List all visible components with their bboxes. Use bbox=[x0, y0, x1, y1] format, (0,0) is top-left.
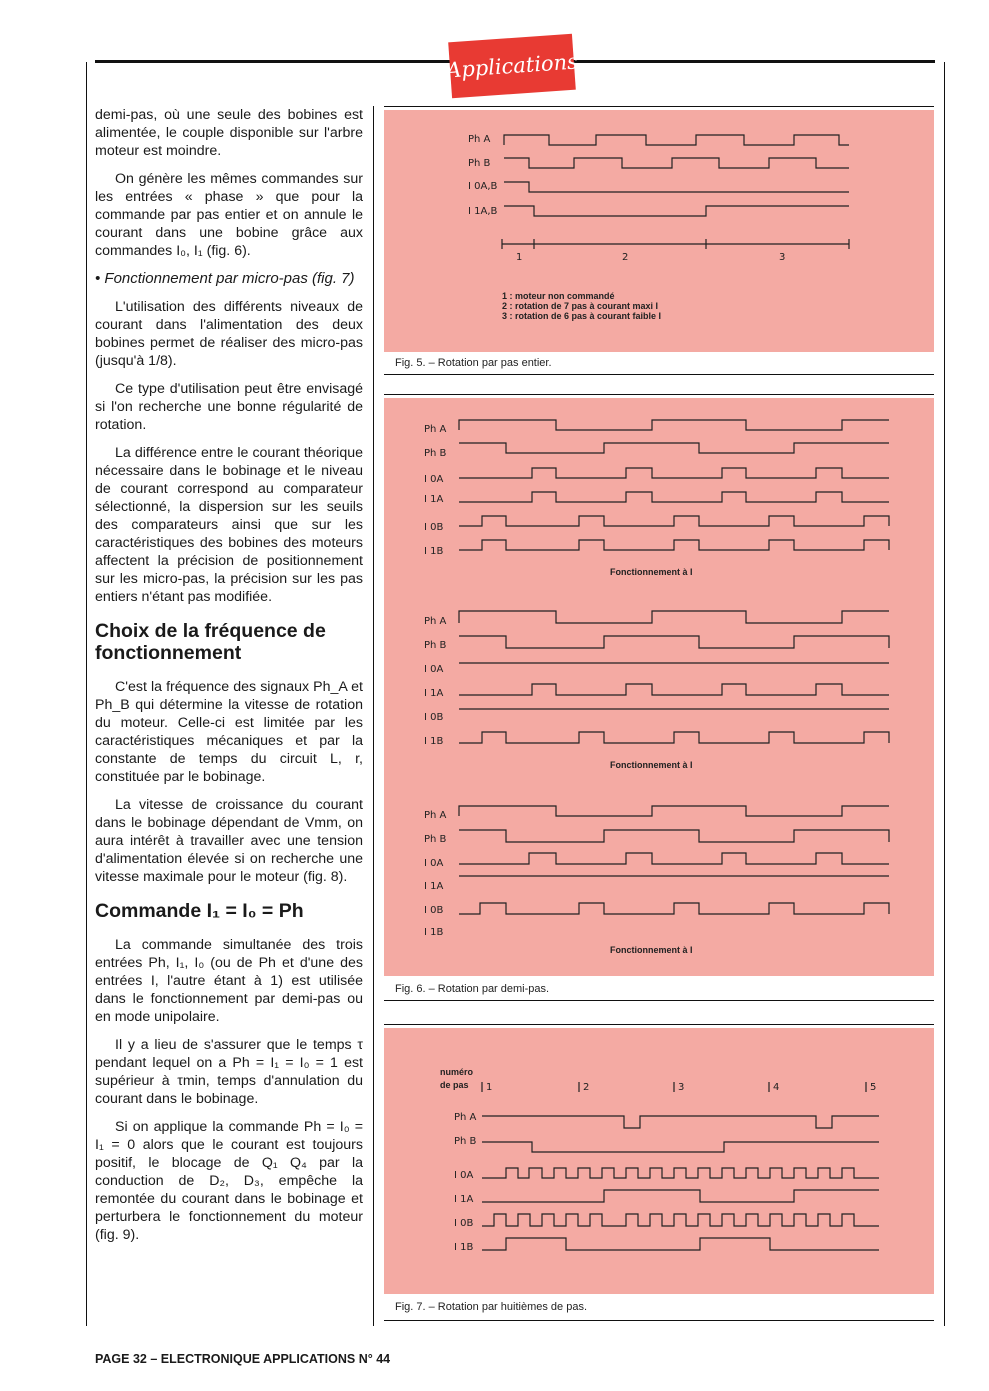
fig6-panel bbox=[384, 398, 934, 976]
fig5-segment: 1 bbox=[516, 252, 523, 263]
fig5-caption: Fig. 5. – Rotation par pas entier. bbox=[395, 357, 552, 369]
fig5-label: I 0A,B bbox=[468, 181, 498, 192]
fig6-top-rule bbox=[384, 394, 934, 395]
fig6-subtitle: Fonctionnement à I bbox=[610, 567, 693, 577]
fig7-label: Ph A bbox=[454, 1112, 477, 1123]
paragraph: La vitesse de croissance du courant dans le bobinage dépendant de Vmm, on aura intérêt à travailler avec une tension d'alimentation élevée si on recherche une vitesse maximale pour le moteur (fig. 8). bbox=[95, 797, 363, 885]
fig7-label: I 0A bbox=[454, 1170, 474, 1181]
fig6-label: Ph A bbox=[424, 616, 447, 627]
paragraph: On génère les mêmes commandes sur les entrées « phase » que pour la commande par pas entier et on annule le courant dans une bobine grâce aux commandes I₀, I₁ (fig. 6). bbox=[95, 171, 363, 259]
fig6-subtitle: Fonctionnement à I bbox=[610, 760, 693, 770]
section-badge bbox=[445, 34, 579, 99]
header-rule-left bbox=[95, 60, 455, 63]
fig7-step-title: numéro bbox=[440, 1067, 474, 1077]
section-badge-label: Applications bbox=[445, 49, 579, 83]
fig7-step: 4 bbox=[773, 1082, 780, 1093]
fig7-top-rule bbox=[384, 1024, 934, 1025]
fig6-label: I 0B bbox=[424, 905, 444, 916]
fig7-label: I 1B bbox=[454, 1242, 474, 1253]
bullet-heading: • Fonctionnement par micro-pas (fig. 7) bbox=[95, 270, 355, 287]
fig6-label: Ph A bbox=[424, 424, 447, 435]
section-heading: Commande I₁ = I₀ = Ph bbox=[95, 900, 304, 922]
fig5-label: I 1A,B bbox=[468, 206, 498, 217]
paragraph: demi-pas, où une seule des bobines est alimentée, le couple disponible sur l'arbre moteur est moindre. bbox=[95, 107, 363, 159]
fig6-label: I 1B bbox=[424, 736, 444, 747]
fig5-panel bbox=[384, 110, 934, 352]
column-divider bbox=[373, 106, 374, 1326]
paragraph: Il y a lieu de s'assurer que le temps τ pendant lequel on a Ph = I₁ = I₀ = 1 est supérieur à τmin, temps d'annulation du courant dans le bobinage. bbox=[95, 1037, 363, 1107]
fig5-top-rule bbox=[384, 106, 934, 107]
fig6-label: I 0B bbox=[424, 522, 444, 533]
fig7-label: I 1A bbox=[454, 1194, 474, 1205]
fig5-label: Ph A bbox=[468, 134, 491, 145]
fig6-label: I 1B bbox=[424, 546, 444, 557]
header-rule-right bbox=[570, 60, 935, 63]
fig6-caption: Fig. 6. – Rotation par demi-pas. bbox=[395, 983, 550, 995]
fig5-bottom-rule bbox=[384, 374, 934, 375]
fig6-label: I 1A bbox=[424, 881, 444, 892]
fig5-segment: 3 bbox=[779, 252, 786, 263]
paragraph: Ce type d'utilisation peut être envisagé si l'on recherche une bonne régularité de rotation. bbox=[95, 381, 363, 433]
fig6-subtitle: Fonctionnement à I bbox=[610, 945, 693, 955]
fig7-step-title: de pas bbox=[440, 1080, 469, 1090]
paragraph: La différence entre le courant théorique nécessaire dans le bobinage et le niveau de courant correspond au comparateur sélectionné, la dispersion sur les seuils des comparateurs ainsi que sur les caractéristiques des bobines des moteurs affectent la précision de positionnement sur les micro-pas, la précision sur les pas entiers n'étant pas modifiée. bbox=[95, 445, 363, 605]
fig7-caption: Fig. 7. – Rotation par huitièmes de pas. bbox=[395, 1301, 587, 1313]
fig5-timing-diagram bbox=[384, 110, 934, 352]
fig7-bottom-rule bbox=[384, 1320, 934, 1321]
fig6-label: I 1A bbox=[424, 688, 444, 699]
text-column bbox=[95, 106, 363, 1254]
fig7-step: 1 bbox=[486, 1082, 493, 1093]
fig5-legend: 3 : rotation de 6 pas à courant faible I bbox=[502, 311, 662, 321]
right-margin-rule bbox=[944, 62, 945, 1326]
fig6-label: I 1A bbox=[424, 494, 444, 505]
fig6-label: Ph B bbox=[424, 640, 447, 651]
fig7-step: 5 bbox=[870, 1082, 877, 1093]
fig7-panel bbox=[384, 1028, 934, 1294]
paragraph: L'utilisation des différents niveaux de courant dans l'alimentation des deux bobines permet de réaliser des micro-pas (jusqu'à 1/8). bbox=[95, 299, 363, 369]
paragraph: Si on applique la commande Ph = I₀ = I₁ = 0 alors que le courant est toujours positif, le blocage de Q₁ Q₄ par la conduction de D₂, D₃, empêche la remontée du courant dans le bobinage et perturbera le fonctionnement du moteur (fig. 9). bbox=[95, 1119, 363, 1243]
fig7-label: Ph B bbox=[454, 1136, 477, 1147]
fig6-label: I 0A bbox=[424, 858, 444, 869]
fig6-bottom-rule bbox=[384, 1000, 934, 1001]
fig6-label: Ph A bbox=[424, 810, 447, 821]
fig7-step: 3 bbox=[678, 1082, 685, 1093]
fig7-timing-diagram bbox=[384, 1028, 934, 1294]
paragraph: La commande simultanée des trois entrées Ph, I₁, I₀ (ou de Ph et d'une des entrées I, l'autre étant à 1) est utilisée dans le fonctionnement par demi-pas ou en mode unipolaire. bbox=[95, 937, 363, 1025]
fig7-step: 2 bbox=[583, 1082, 590, 1093]
fig6-timing-diagram bbox=[384, 398, 934, 976]
fig5-segment: 2 bbox=[622, 252, 629, 263]
fig6-label: I 1B bbox=[424, 927, 444, 938]
fig6-label: I 0A bbox=[424, 664, 444, 675]
fig5-label: Ph B bbox=[468, 158, 491, 169]
fig6-label: Ph B bbox=[424, 448, 447, 459]
fig5-legend: 2 : rotation de 7 pas à courant maxi I bbox=[502, 301, 659, 311]
page-footer: PAGE 32 – ELECTRONIQUE APPLICATIONS N° 44 bbox=[95, 1352, 391, 1366]
fig6-label: I 0A bbox=[424, 474, 444, 485]
paragraph: C'est la fréquence des signaux Ph_A et Ph_B qui détermine la vitesse de rotation du moteur. Celle-ci est limitée par les caractéristiques mécaniques et par la constante de temps du circuit L, r, constituée par le bobinage. bbox=[95, 679, 363, 785]
fig7-label: I 0B bbox=[454, 1218, 474, 1229]
left-margin-rule bbox=[86, 62, 87, 1326]
fig6-label: Ph B bbox=[424, 834, 447, 845]
fig6-label: I 0B bbox=[424, 712, 444, 723]
fig5-legend: 1 : moteur non commandé bbox=[502, 291, 615, 301]
section-heading: Choix de la fréquence de fonctionnement bbox=[95, 620, 326, 664]
